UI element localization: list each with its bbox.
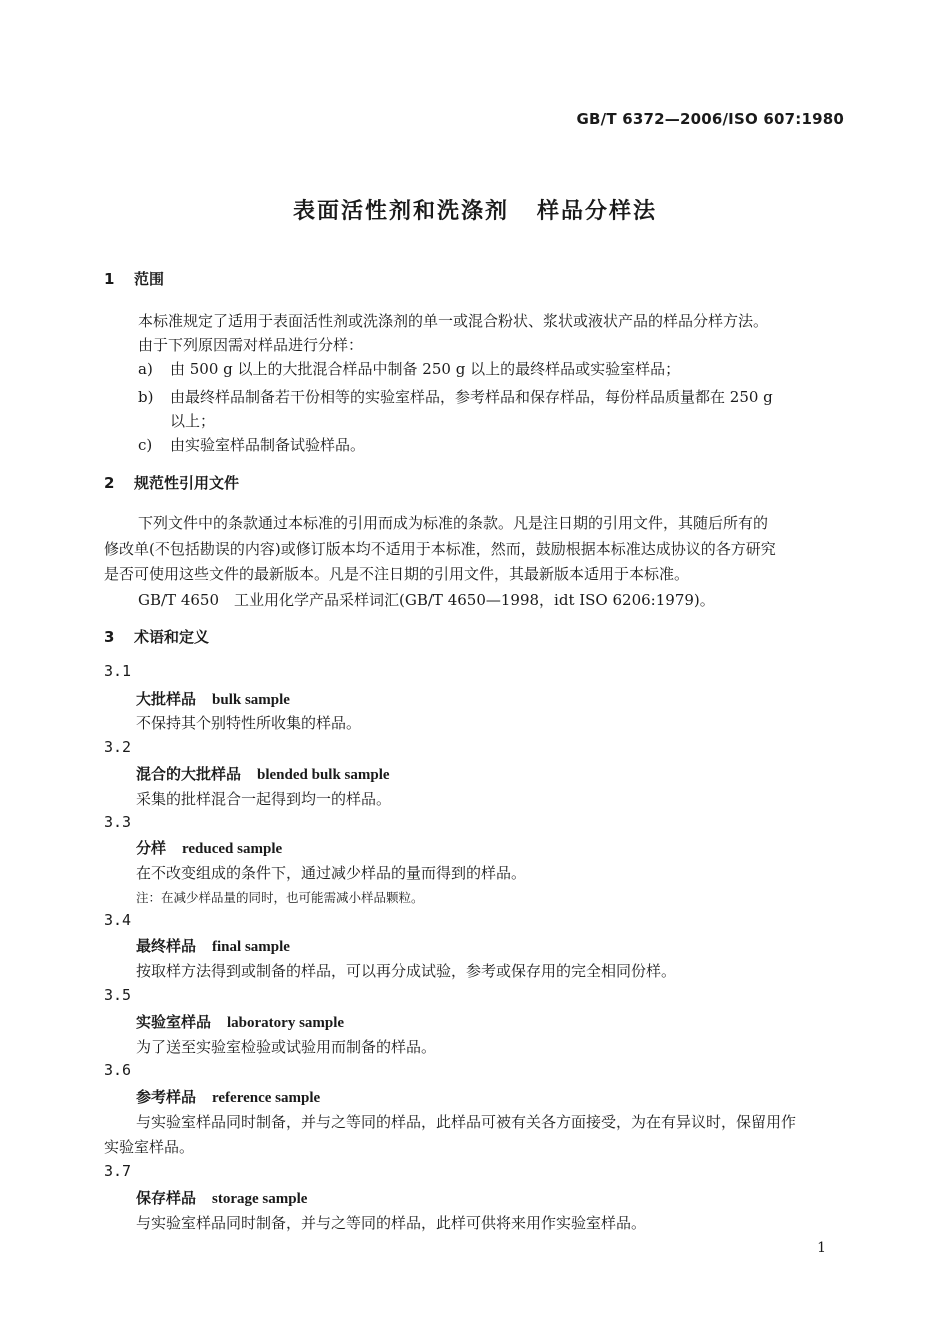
section-3-heading	[104, 626, 209, 647]
term-en: laboratory sample	[227, 1015, 345, 1031]
term-zh: 大批样品	[136, 690, 197, 708]
list-label: b)	[138, 388, 154, 406]
term-heading	[136, 1086, 320, 1107]
paragraph-line: 修改单(不包括勘误的内容)或修订版本均不适用于本标准，然而，鼓励根据本标准达成协议的各方研究	[104, 540, 776, 558]
list-text: 由最终样品制备若干份相等的实验室样品，参考样品和保存样品，每份样品质量都在 250 g	[170, 388, 773, 406]
term-en: bulk sample	[212, 692, 290, 708]
document-title	[0, 194, 950, 225]
term-zh: 分样	[136, 839, 167, 857]
list-label: a)	[138, 360, 153, 378]
clause-number: 3.6	[104, 1061, 132, 1079]
normative-reference: GB/T 4650 工业用化学产品采样词汇(GB/T 4650—1998，idt ISO 6206:1979)。	[138, 591, 715, 609]
list-item	[138, 434, 365, 455]
term-definition: 为了送至实验室检验或试验用而制备的样品。	[136, 1038, 437, 1056]
term-definition: 在不改变组成的条件下，通过减少样品的量而得到的样品。	[136, 864, 527, 882]
term-zh: 保存样品	[136, 1189, 197, 1207]
paragraph: 本标准规定了适用于表面活性剂或洗涤剂的单一或混合粉状、浆状或液状产品的样品分样方法。	[138, 312, 769, 330]
clause-number: 3.7	[104, 1162, 132, 1180]
term-heading	[136, 1187, 307, 1208]
clause-number: 3.3	[104, 813, 132, 831]
list-text: 由实验室样品制备试验样品。	[170, 436, 366, 454]
section-number: 2	[104, 474, 115, 492]
paragraph-line: 下列文件中的条款通过本标准的引用而成为标准的条款。凡是注日期的引用文件，其随后所有的	[138, 514, 769, 532]
clause-number: 3.1	[104, 662, 132, 680]
section-title: 术语和定义	[134, 628, 210, 646]
section-1-heading	[104, 268, 164, 289]
term-definition: 按取样方法得到或制备的样品，可以再分成试验，参考或保存用的完全相同份样。	[136, 962, 677, 980]
standard-number: GB/T 6372—2006/ISO 607:1980	[576, 110, 844, 128]
list-text: 由 500 g 以上的大批混合样品中制备 250 g 以上的最终样品或实验室样品；	[170, 360, 681, 378]
term-definition: 不保持其个别特性所收集的样品。	[136, 714, 362, 732]
term-definition-continuation: 实验室样品。	[104, 1138, 195, 1156]
term-zh: 混合的大批样品	[136, 765, 242, 783]
term-heading	[136, 837, 282, 858]
clause-number: 3.2	[104, 738, 132, 756]
list-label: c)	[138, 436, 153, 454]
term-heading	[136, 935, 290, 956]
term-definition: 与实验室样品同时制备，并与之等同的样品，此样可供将来用作实验室样品。	[136, 1214, 647, 1232]
term-zh: 实验室样品	[136, 1013, 212, 1031]
clause-number: 3.4	[104, 911, 132, 929]
section-number: 3	[104, 628, 115, 646]
clause-number: 3.5	[104, 986, 132, 1004]
term-heading	[136, 1011, 344, 1032]
term-heading	[136, 688, 290, 709]
term-en: reference sample	[212, 1090, 321, 1106]
term-note: 注：在减少样品量的同时，也可能需减小样品颗粒。	[136, 890, 424, 905]
term-en: reduced sample	[182, 841, 283, 857]
term-definition: 与实验室样品同时制备，并与之等同的样品，此样品可被有关各方面接受，为在有异议时，保留用作	[136, 1113, 797, 1131]
term-zh: 最终样品	[136, 937, 197, 955]
term-heading	[136, 763, 390, 784]
title-part2: 样品分样法	[537, 199, 658, 224]
list-text-continuation: 以上；	[170, 412, 216, 430]
term-zh: 参考样品	[136, 1088, 197, 1106]
title-part1: 表面活性剂和洗涤剂	[292, 199, 509, 224]
section-2-heading	[104, 472, 239, 493]
page-number: 1	[817, 1240, 826, 1256]
list-item	[138, 358, 680, 379]
section-title: 范围	[134, 270, 165, 288]
paragraph-line: 是否可使用这些文件的最新版本。凡是不注日期的引用文件，其最新版本适用于本标准。	[104, 565, 690, 583]
section-number: 1	[104, 270, 115, 288]
paragraph: 由于下列原因需对样品进行分样：	[138, 336, 364, 354]
term-en: blended bulk sample	[257, 767, 390, 783]
section-title: 规范性引用文件	[134, 474, 240, 492]
list-item	[138, 386, 773, 407]
term-definition: 采集的批样混合一起得到均一的样品。	[136, 790, 392, 808]
term-en: final sample	[212, 939, 290, 955]
term-en: storage sample	[212, 1191, 308, 1207]
